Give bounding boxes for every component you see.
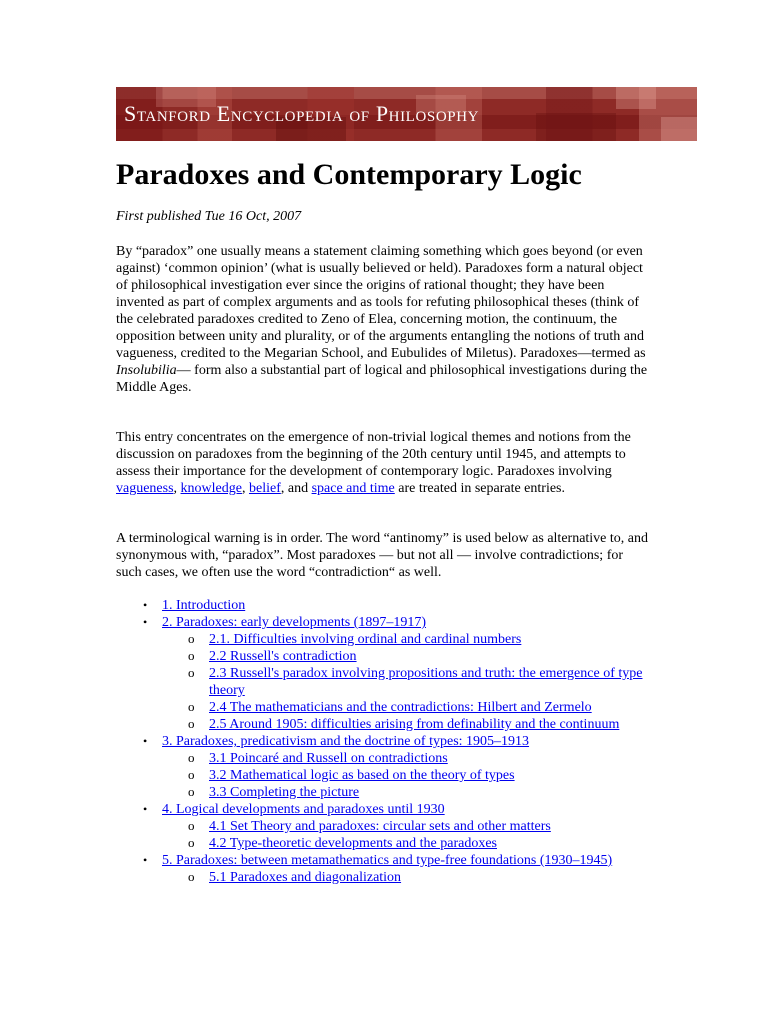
scope-sep-2: , (241, 481, 249, 496)
toc-subitem (116, 716, 648, 733)
toc-link[interactable]: 3. Paradoxes, predicativism and the doctrine of types: 1905–1913 (162, 734, 530, 749)
link-knowledge[interactable]: knowledge (180, 481, 242, 496)
toc-subitem (116, 784, 648, 801)
scope-text-b: are treated in separate entries. (394, 481, 566, 496)
toc-link[interactable]: 2.4 The mathematicians and the contradictions: Hilbert and Zermelo (209, 700, 592, 715)
toc-subitem (116, 648, 648, 665)
bullet-icon: • (143, 598, 148, 612)
circle-bullet-icon: o (188, 818, 195, 833)
table-of-contents (116, 597, 648, 886)
toc-subitem (116, 699, 648, 716)
circle-bullet-icon: o (188, 631, 195, 646)
toc-item (116, 614, 648, 631)
terminology-paragraph: A terminological warning is in order. The word “antinomy” is used below as alternative to, and synonymous with, “paradox”. Most paradoxes — but not all — involve contradictions; for such cases, we often use the word “contradiction“ as well. (116, 531, 648, 580)
circle-bullet-icon: o (188, 699, 195, 714)
toc-subitem (116, 665, 648, 699)
circle-bullet-icon: o (188, 665, 195, 680)
toc-link[interactable]: 1. Introduction (162, 598, 246, 613)
toc-link[interactable]: 3.1 Poincaré and Russell on contradictions (209, 751, 448, 766)
circle-bullet-icon: o (188, 869, 195, 884)
banner-title: Stanford Encyclopedia of Philosophy (124, 101, 480, 126)
toc-link[interactable]: 5. Paradoxes: between metamathematics and type-free foundations (1930–1945) (162, 853, 613, 868)
toc-subitem (116, 835, 648, 852)
intro-text-a: By “paradox” one usually means a statement claiming something which goes beyond (or even against) ‘common opinion’ (what is usually believed or held). Paradoxes form a natural object of philosophical investigation ever since the origins of rational thought; they have been invented as part of complex arguments and as tools for refuting philosophical theses (think of the celebrated paradoxes credited to Zeno of Elea, concerning motion, the continuum, the opposition between unity and plurality, or of the arguments entangling the notions of truth and vagueness, credited to the Megarian School, and Eubulides of Miletus). Paradoxes—termed as (116, 244, 646, 361)
toc-subitem (116, 869, 648, 886)
toc-link[interactable]: 4.2 Type-theoretic developments and the paradoxes (209, 836, 497, 851)
toc-link[interactable]: 2.1. Difficulties involving ordinal and cardinal numbers (209, 632, 522, 647)
intro-paragraph (116, 243, 648, 396)
toc-subitem (116, 750, 648, 767)
toc-item (116, 597, 648, 614)
toc-subitem (116, 767, 648, 784)
toc-link[interactable]: 4. Logical developments and paradoxes until 1930 (162, 802, 445, 817)
toc-link[interactable]: 2.3 Russell's paradox involving propositions and truth: the emergence of type theory (209, 666, 643, 698)
bullet-icon: • (143, 615, 148, 629)
toc-link[interactable]: 3.2 Mathematical logic as based on the theory of types (209, 768, 515, 783)
scope-paragraph (116, 429, 648, 497)
link-vagueness[interactable]: vagueness (116, 481, 174, 496)
page-title: Paradoxes and Contemporary Logic (116, 158, 582, 191)
toc-subitem (116, 631, 648, 648)
toc-link[interactable]: 2.2 Russell's contradiction (209, 649, 357, 664)
intro-text-b: — form also a substantial part of logical and philosophical investigations during the Middle Ages. (116, 363, 648, 395)
bullet-icon: • (143, 802, 148, 816)
toc-item (116, 801, 648, 818)
toc-link[interactable]: 3.3 Completing the picture (209, 785, 360, 800)
toc-item (116, 852, 648, 869)
bullet-icon: • (143, 853, 148, 867)
site-banner[interactable] (116, 87, 697, 141)
circle-bullet-icon: o (188, 750, 195, 765)
scope-sep-1: , (173, 481, 181, 496)
toc-link[interactable]: 4.1 Set Theory and paradoxes: circular sets and other matters (209, 819, 551, 834)
circle-bullet-icon: o (188, 784, 195, 799)
toc-subitem (116, 818, 648, 835)
link-space-and-time[interactable]: space and time (311, 481, 395, 496)
circle-bullet-icon: o (188, 835, 195, 850)
bullet-icon: • (143, 734, 148, 748)
circle-bullet-icon: o (188, 648, 195, 663)
circle-bullet-icon: o (188, 767, 195, 782)
toc-link[interactable]: 5.1 Paradoxes and diagonalization (209, 870, 402, 885)
circle-bullet-icon: o (188, 716, 195, 731)
scope-sep-3: , and (280, 481, 312, 496)
toc-link[interactable]: 2. Paradoxes: early developments (1897–1917) (162, 615, 426, 630)
insolubilia-term: Insolubilia (116, 363, 177, 378)
link-belief[interactable]: belief (248, 481, 281, 496)
publication-date: First published Tue 16 Oct, 2007 (116, 209, 302, 224)
toc-item (116, 733, 648, 750)
toc-link[interactable]: 2.5 Around 1905: difficulties arising from definability and the continuum (209, 717, 620, 732)
scope-text-a: This entry concentrates on the emergence of non-trivial logical themes and notions from the discussion on paradoxes from the beginning of the 20th century until 1945, and attempts to assess their importance for the development of contemporary logic. Paradoxes involving (116, 430, 631, 479)
